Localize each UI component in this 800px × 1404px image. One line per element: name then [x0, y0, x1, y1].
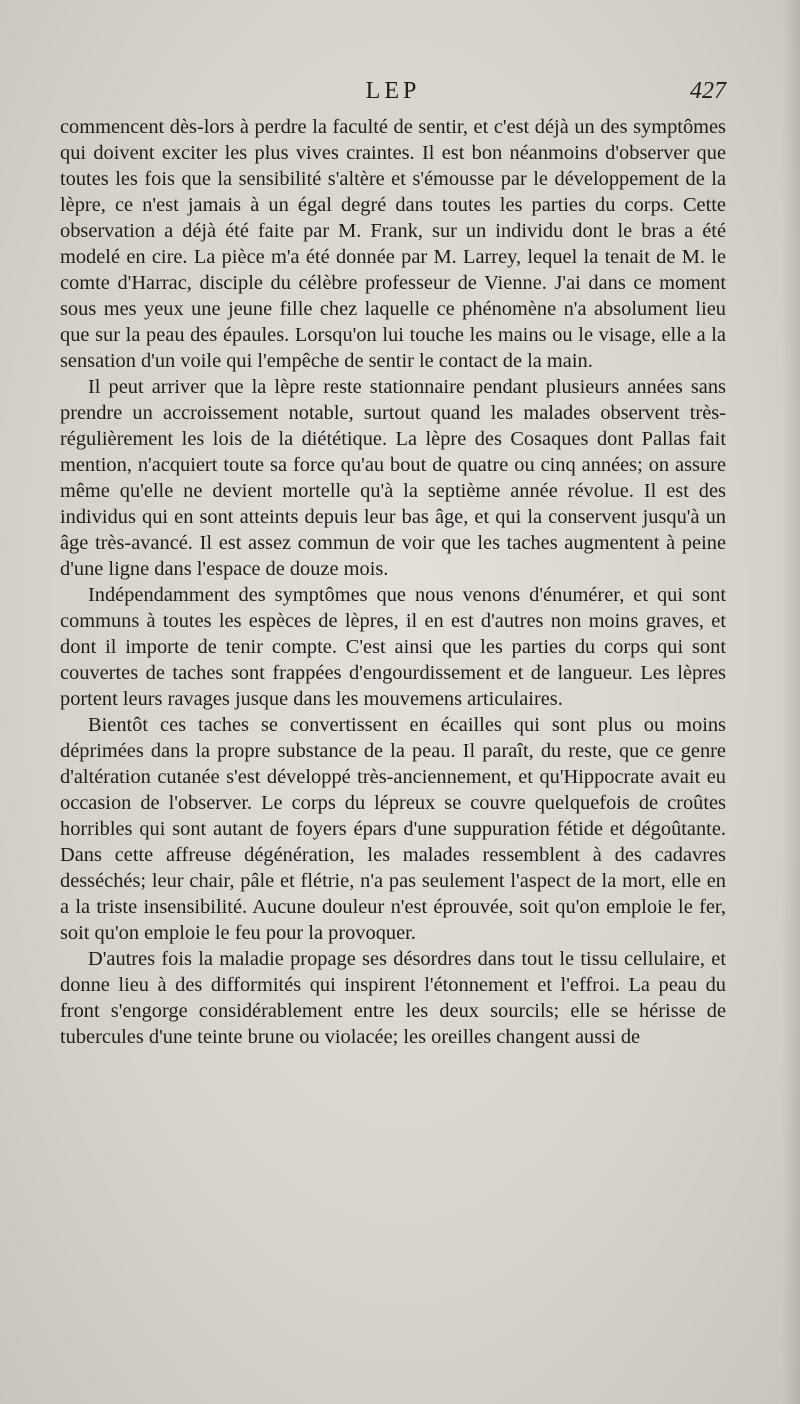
- paragraph: Il peut arriver que la lèpre reste stationnaire pendant plusieurs années sans prendre un accroissement notable, surtout quand les malades observent très-régulièrement les lois de la diététique. La lèpre des Cosaques dont Pallas fait mention, n'acquiert toute sa force qu'au bout de quatre ou cinq années; on assure même qu'elle ne devient mortelle qu'à la septième année révolue. Il est des individus qui en sont atteints depuis leur bas âge, et qui la conservent jusqu'à un âge très-avancé. Il est assez commun de voir que les taches augmentent à peine d'une ligne dans l'espace de douze mois.: [60, 376, 726, 580]
- paragraph: D'autres fois la maladie propage ses désordres dans tout le tissu cellulaire, et donne lieu à des difformités qui inspirent l'étonnement et l'effroi. La peau du front s'engorge considérablement entre les deux sourcils; elle se hérisse de tubercules d'une teinte brune ou violacée; les oreilles changent aussi de: [60, 948, 726, 1048]
- page-number: 427: [690, 78, 726, 104]
- paragraph: Indépendamment des symptômes que nous venons d'énumérer, et qui sont communs à toutes les espèces de lèpres, il en est d'autres non moins graves, et dont il importe de tenir compte. C'est ainsi que les parties du corps qui sont couvertes de taches sont frappées d'engourdissement et de langueur. Les lèpres portent leurs ravages jusque dans les mouvemens articulaires.: [60, 584, 726, 710]
- paragraph: Bientôt ces taches se convertissent en écailles qui sont plus ou moins déprimées dans la propre substance de la peau. Il paraît, du reste, que ce genre d'altération cutanée s'est développé très-anciennement, et qu'Hippocrate avait eu occasion de l'observer. Le corps du lépreux se couvre quelquefois de croûtes horribles qui sont autant de foyers épars d'une suppuration fétide et dégoûtante. Dans cette affreuse dégénération, les malades ressemblent à des cadavres desséchés; leur chair, pâle et flétrie, n'a pas seulement l'aspect de la mort, elle en a la triste insensibilité. Aucune douleur n'est éprouvée, soit qu'on emploie le fer, soit qu'on emploie le feu pour la provoquer.: [60, 714, 726, 944]
- paragraph-continued: commencent dès-lors à perdre la faculté de sentir, et c'est déjà un des symptômes qui doivent exciter les plus vives craintes. Il est bon néanmoins d'observer que toutes les fois que la sensibilité s'altère et s'émousse par le développement de la lèpre, ce n'est jamais à un égal degré dans toutes les parties du corps. Cette observation a déjà été faite par M. Frank, sur un individu dont le bras a été modelé en cire. La pièce m'a été donnée par M. Larrey, lequel la tenait de M. le comte d'Harrac, disciple du célèbre professeur de Vienne. J'ai dans ce moment sous mes yeux une jeune fille chez laquelle ce phénomène n'a absolument lieu que sur la peau des épaules. Lorsqu'on lui touche les mains ou le visage, elle a la sensation d'un voile qui l'empêche de sentir le contact de la main.: [60, 116, 726, 372]
- page-header: [60, 78, 726, 114]
- page-edge-shadow: [782, 0, 800, 1404]
- running-head: LEP: [365, 78, 421, 104]
- body-text: [60, 114, 726, 1050]
